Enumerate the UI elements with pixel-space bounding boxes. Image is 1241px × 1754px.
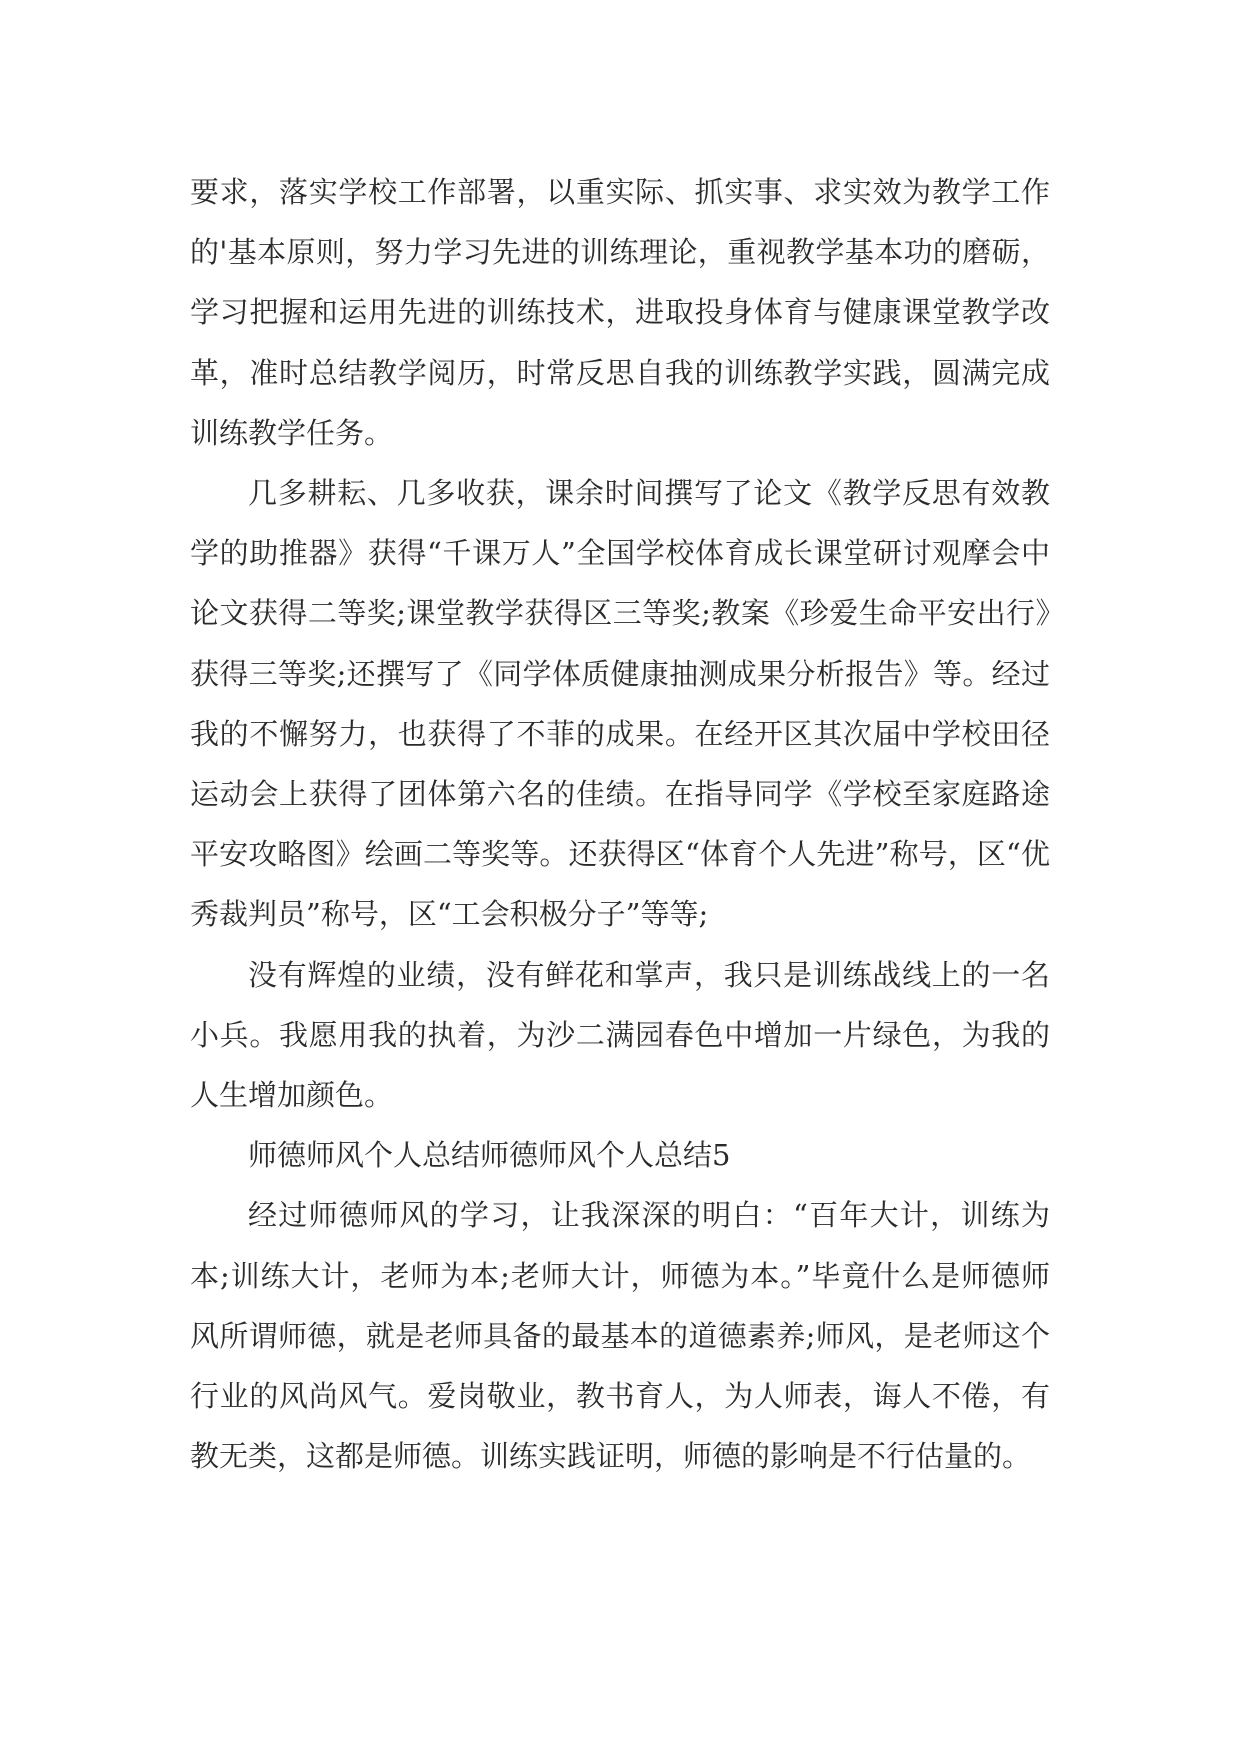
paragraph-4: 经过师德师风的学习，让我深深的明白：“百年大计，训练为本;训练大计，老师为本;老师大计，师德为本。”毕竟什么是师德师风所谓师德，就是老师具备的最基本的道德素养;师风，是老师这个行业的风尚风气。爱岗敬业，教书育人，为人师表，诲人不倦，有教无类，这都是师德。训练实践证明，师德的影响是不行估量的。 [190,1198,1050,1474]
paragraph-3: 没有辉煌的业绩，没有鲜花和掌声，我只是训练战线上的一名小兵。我愿用我的执着，为沙二满园春色中增加一片绿色，为我的人生增加颜色。 [190,957,1050,1113]
paragraph-2: 几多耕耘、几多收获，课余时间撰写了论文《教学反思有效教学的助推器》获得“千课万人”全国学校体育成长课堂研讨观摩会中论文获得二等奖;课堂教学获得区三等奖;教案《珍爱生命平安出行》获得三等奖;还撰写了《同学体质健康抽测成果分析报告》等。经过我的不懈努力，也获得了不菲的成果。在经开区其次届中学校田径运动会上获得了团体第六名的佳绩。在指导同学《学校至家庭路途平安攻略图》绘画二等奖等。还获得区“体育个人先进”称号，区“优秀裁判员”称号，区“工会积极分子”等等; [190,476,1050,932]
paragraph-1: 要求，落实学校工作部署，以重实际、抓实事、求实效为教学工作的'基本原则，努力学习先进的训练理论，重视教学基本功的磨砺，学习把握和运用先进的训练技术，进取投身体育与健康课堂教学改革，准时总结教学阅历，时常反思自我的训练教学实践，圆满完成训练教学任务。 [190,175,1050,450]
section-heading: 师德师风个人总结师德师风个人总结5 [248,1138,731,1173]
document-body [190,162,1050,1486]
